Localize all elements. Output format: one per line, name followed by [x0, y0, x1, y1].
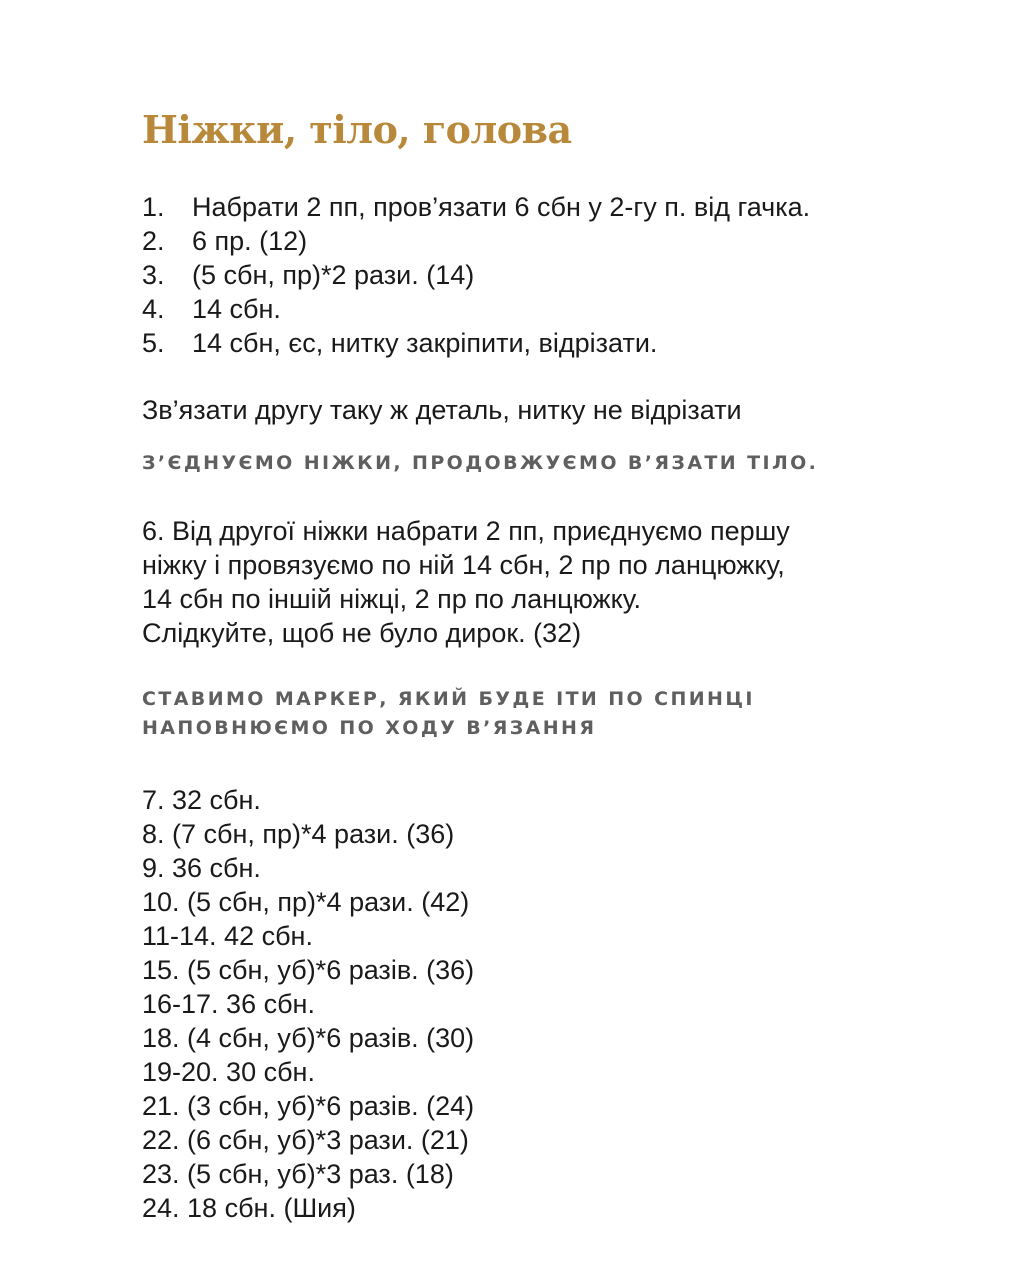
list-item: 21. (3 сбн, уб)*6 разів. (24) — [142, 1091, 475, 1121]
step-6-paragraph — [142, 514, 982, 650]
step-6-line: 14 сбн по іншій ніжці, 2 пр по ланцюжку. — [142, 584, 641, 614]
list-item: 16-17. 36 сбн. — [142, 989, 315, 1019]
step-6-line: Слідкуйте, щоб не було дирок. (32) — [142, 618, 582, 648]
step-number: 4. — [142, 294, 165, 324]
step-number: 2. — [142, 226, 165, 256]
list-item: 11-14. 42 сбн. — [142, 921, 313, 951]
list-item: 9. 36 сбн. — [142, 853, 261, 883]
steps-1-5-list — [142, 190, 982, 360]
list-item — [142, 326, 982, 360]
step-number: 3. — [142, 260, 165, 290]
step-text: 6 пр. (12) — [192, 226, 308, 256]
list-item: 19-20. 30 сбн. — [142, 1057, 315, 1087]
step-text: 14 сбн. — [192, 294, 281, 324]
list-item: 24. 18 сбн. (Шия) — [142, 1193, 356, 1223]
list-item: 10. (5 сбн, пр)*4 рази. (42) — [142, 887, 470, 917]
step-number: 5. — [142, 328, 165, 358]
list-item: 23. (5 сбн, уб)*3 раз. (18) — [142, 1159, 454, 1189]
subheading-line: СТАВИМО МАРКЕР, ЯКИЙ БУДЕ ІТИ ПО СПИНЦІ — [142, 688, 755, 710]
list-item: 22. (6 сбн, уб)*3 рази. (21) — [142, 1125, 469, 1155]
step-6-line: 6. Від другої ніжки набрати 2 пп, приєднуємо першу — [142, 516, 790, 546]
list-item: 15. (5 сбн, уб)*6 разів. (36) — [142, 955, 475, 985]
list-item: 18. (4 сбн, уб)*6 разів. (30) — [142, 1023, 475, 1053]
step-text: (5 сбн, пр)*2 рази. (14) — [192, 260, 475, 290]
list-item: 7. 32 сбн. — [142, 785, 261, 815]
step-number: 1. — [142, 192, 165, 222]
section-subheading-join-legs: З’ЄДНУЄМО НІЖКИ, ПРОДОВЖУЄМО В’ЯЗАТИ ТІЛО. — [142, 452, 819, 474]
list-item — [142, 292, 982, 326]
page-title: Ніжки, тіло, голова — [142, 107, 572, 152]
pattern-page — [142, 100, 982, 1225]
rows-7-24-list — [142, 783, 982, 1225]
list-item — [142, 258, 982, 292]
step-6-line: ніжку і провязуємо по ній 14 сбн, 2 пр по ланцюжку, — [142, 550, 785, 580]
second-leg-note: Зв’язати другу таку ж деталь, нитку не відрізати — [142, 395, 742, 425]
step-text: Набрати 2 пп, пров’язати 6 сбн у 2-гу п. від гачка. — [192, 192, 811, 222]
list-item — [142, 224, 982, 258]
step-text: 14 сбн, єс, нитку закріпити, відрізати. — [192, 328, 658, 358]
section-subheading-marker — [142, 685, 982, 743]
subheading-line: НАПОВНЮЄМО ПО ХОДУ В’ЯЗАННЯ — [142, 717, 597, 739]
list-item: 8. (7 сбн, пр)*4 рази. (36) — [142, 819, 455, 849]
list-item — [142, 190, 982, 224]
